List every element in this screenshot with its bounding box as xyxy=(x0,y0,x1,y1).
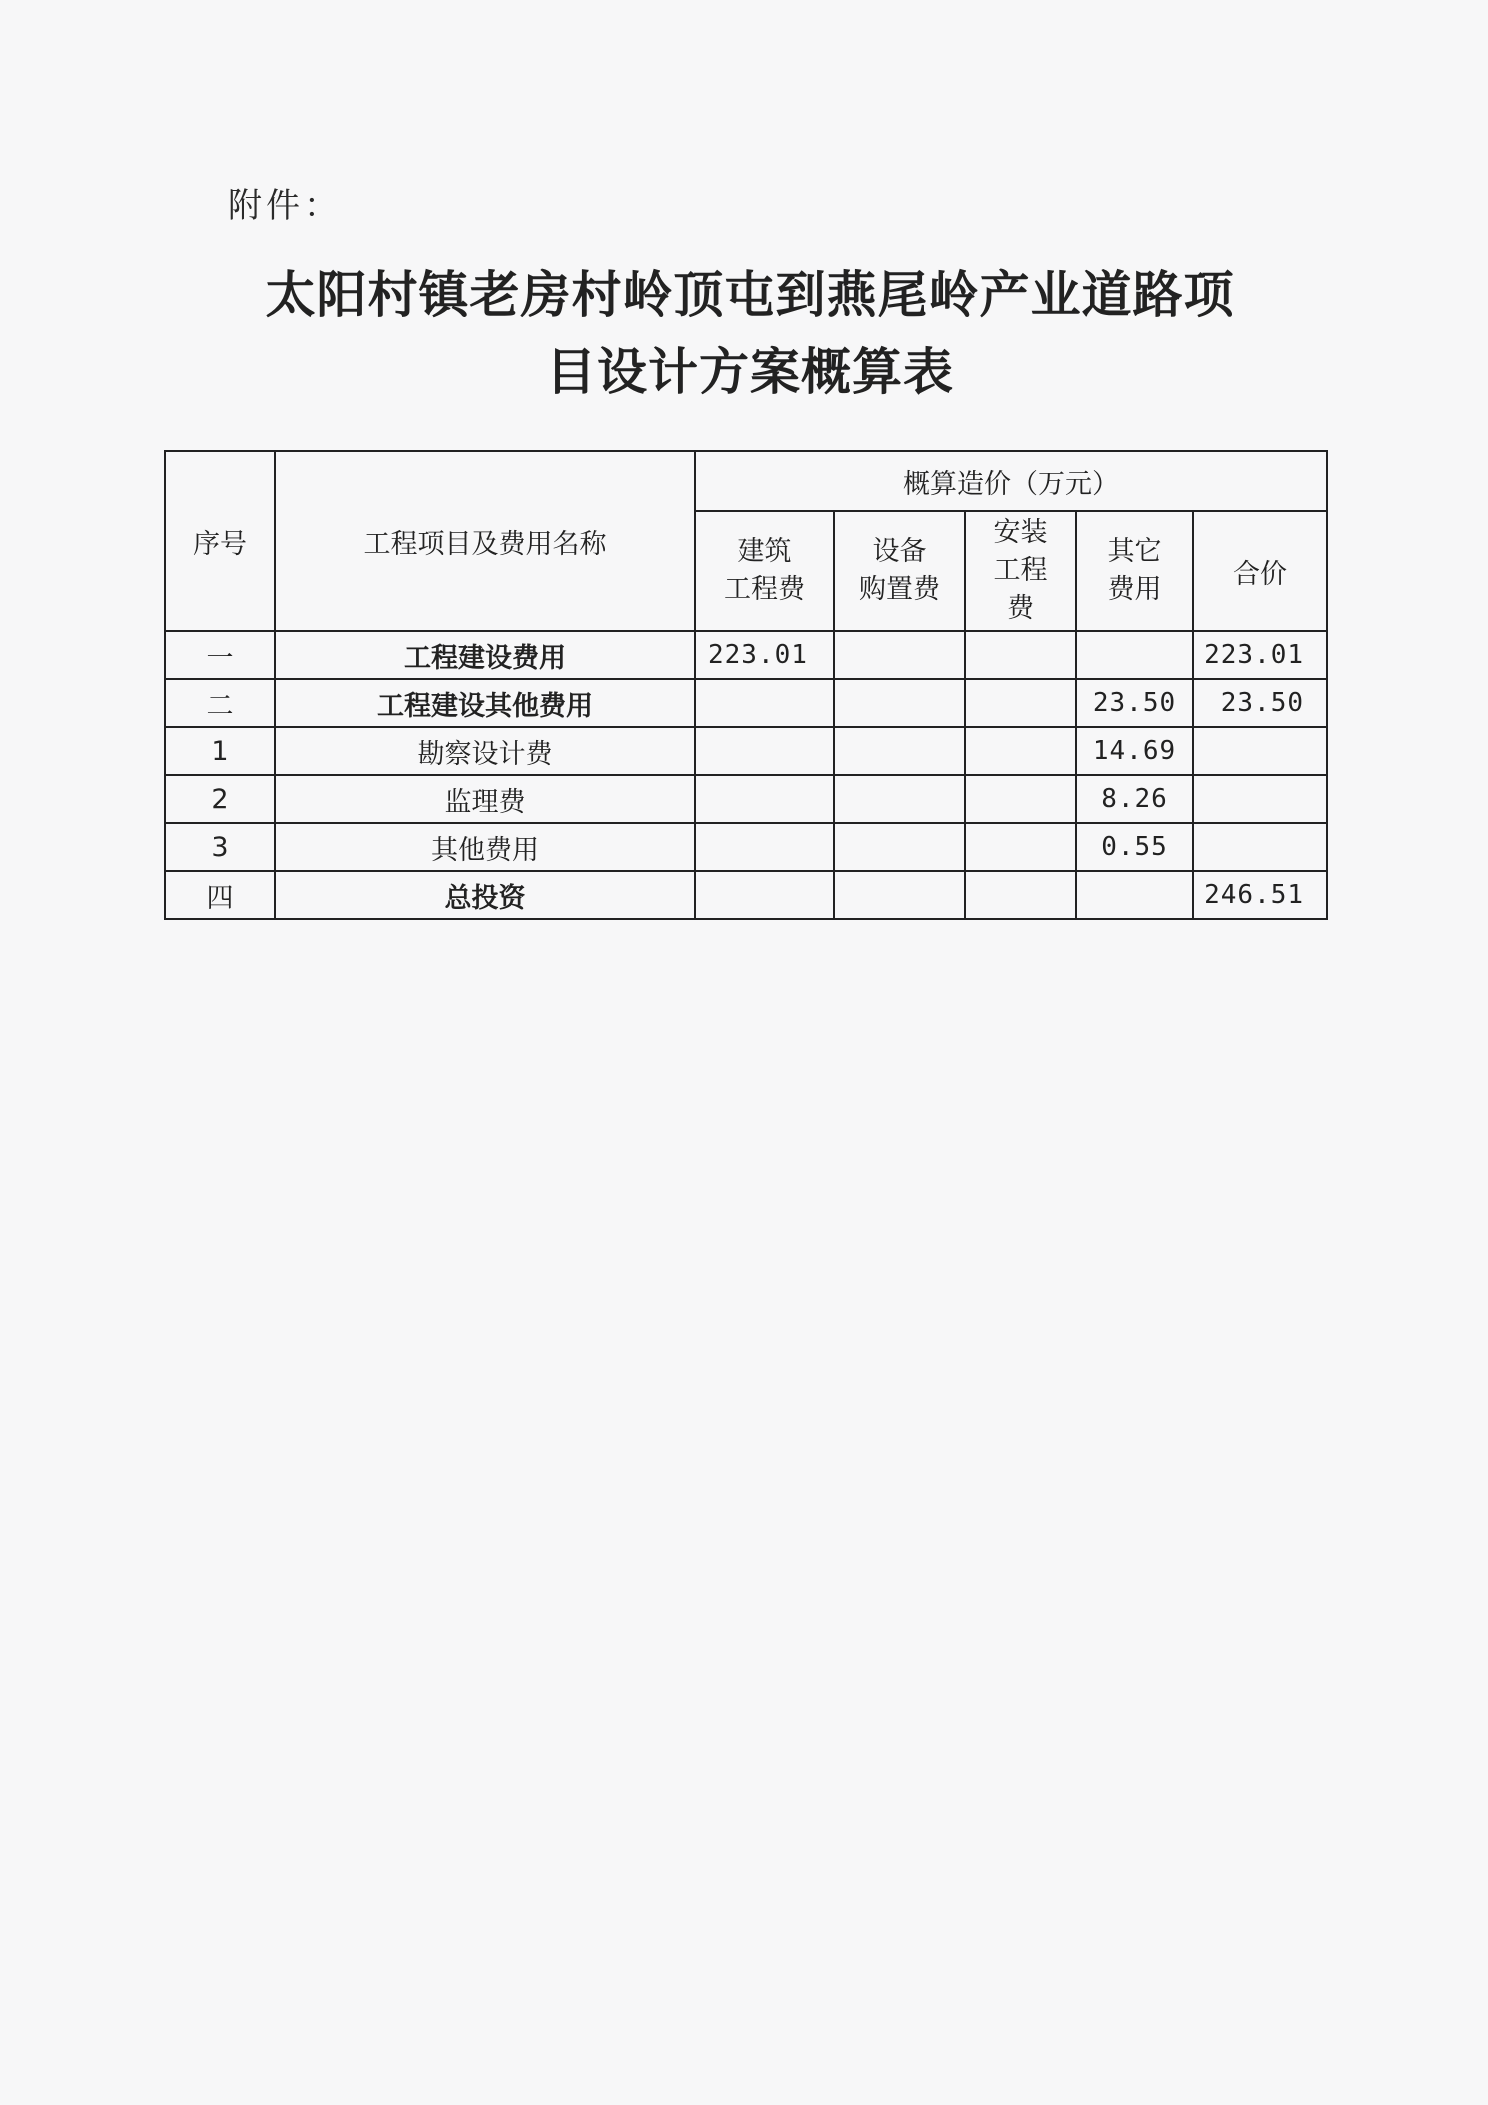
header-total: 合价 xyxy=(1193,511,1327,631)
budget-estimate-table xyxy=(164,450,1328,920)
row-seq: 3 xyxy=(165,823,275,871)
row-other-cost: 23.50 xyxy=(1076,679,1193,727)
row-total xyxy=(1193,823,1327,871)
row-installation-cost xyxy=(965,727,1076,775)
row-seq: 四 xyxy=(165,871,275,919)
header-estimated-cost-group: 概算造价（万元） xyxy=(695,451,1327,511)
header-item-name: 工程项目及费用名称 xyxy=(275,451,695,631)
header-construction-cost: 建筑 工程费 xyxy=(695,511,834,631)
row-item-name: 工程建设其他费用 xyxy=(275,679,695,727)
row-other-cost: 0.55 xyxy=(1076,823,1193,871)
table-row xyxy=(165,871,1327,919)
row-equipment-cost xyxy=(834,727,965,775)
row-other-cost: 8.26 xyxy=(1076,775,1193,823)
row-construction-cost xyxy=(695,775,834,823)
row-installation-cost xyxy=(965,823,1076,871)
row-equipment-cost xyxy=(834,823,965,871)
row-equipment-cost xyxy=(834,679,965,727)
attachment-label: 附件： xyxy=(228,186,342,226)
table-row xyxy=(165,727,1327,775)
row-item-name: 监理费 xyxy=(275,775,695,823)
row-construction-cost xyxy=(695,727,834,775)
table-row xyxy=(165,775,1327,823)
row-item-name: 工程建设费用 xyxy=(275,631,695,679)
header-installation-cost: 安装 工程 费 xyxy=(965,511,1076,631)
header-other-cost: 其它 费用 xyxy=(1076,511,1193,631)
table-row xyxy=(165,823,1327,871)
document-title-line-2: 目设计方案概算表 xyxy=(546,342,954,401)
row-construction-cost: 223.01 xyxy=(695,631,834,679)
document-title-line-1: 太阳村镇老房村岭顶屯到燕尾岭产业道路项 xyxy=(265,265,1235,324)
table-row xyxy=(165,631,1327,679)
row-other-cost: 14.69 xyxy=(1076,727,1193,775)
row-item-name: 勘察设计费 xyxy=(275,727,695,775)
table-header-row-1 xyxy=(165,451,1327,511)
row-installation-cost xyxy=(965,871,1076,919)
row-seq: 2 xyxy=(165,775,275,823)
row-installation-cost xyxy=(965,775,1076,823)
row-total xyxy=(1193,775,1327,823)
row-item-name: 其他费用 xyxy=(275,823,695,871)
row-total xyxy=(1193,727,1327,775)
row-installation-cost xyxy=(965,679,1076,727)
row-other-cost xyxy=(1076,871,1193,919)
row-equipment-cost xyxy=(834,631,965,679)
row-seq: 1 xyxy=(165,727,275,775)
row-construction-cost xyxy=(695,823,834,871)
row-construction-cost xyxy=(695,679,834,727)
header-equipment-cost: 设备 购置费 xyxy=(834,511,965,631)
row-installation-cost xyxy=(965,631,1076,679)
row-construction-cost xyxy=(695,871,834,919)
row-total: 223.01 xyxy=(1193,631,1327,679)
row-equipment-cost xyxy=(834,775,965,823)
row-item-name: 总投资 xyxy=(275,871,695,919)
row-seq: 一 xyxy=(165,631,275,679)
row-total: 23.50 xyxy=(1193,679,1327,727)
row-equipment-cost xyxy=(834,871,965,919)
table-row xyxy=(165,679,1327,727)
row-other-cost xyxy=(1076,631,1193,679)
row-total: 246.51 xyxy=(1193,871,1327,919)
header-seq: 序号 xyxy=(165,451,275,631)
row-seq: 二 xyxy=(165,679,275,727)
